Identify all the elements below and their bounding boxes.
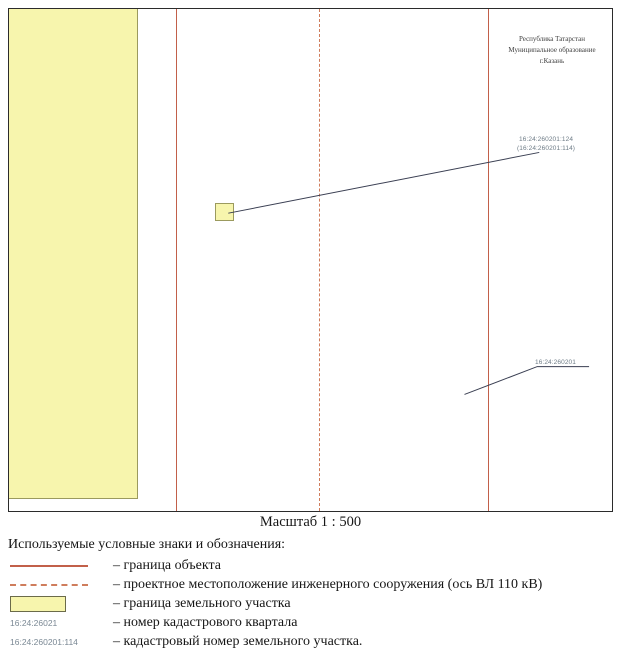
quarter-number-sample: 16:24:26021 — [10, 617, 58, 628]
legend-description: – граница земельного участка — [113, 595, 291, 611]
dashed-line-icon — [10, 584, 88, 586]
land-parcel-polygon-small[interactable] — [215, 203, 234, 221]
engineering-structure-axis-line — [319, 9, 320, 511]
legend-row — [8, 556, 613, 575]
object-boundary-line-right — [488, 9, 489, 511]
legend-symbol-parcel-number — [8, 632, 113, 651]
map-header-text: Республика Татарстан Муниципальное образование г.Казань — [508, 35, 596, 65]
land-parcel-polygon-main[interactable] — [8, 8, 138, 499]
legend-symbol-quarter-number — [8, 613, 113, 632]
legend — [8, 537, 613, 651]
leader-line-quarter — [464, 367, 589, 395]
cadastral-quarter-label: 16:24:260201 — [535, 359, 576, 366]
legend-row — [8, 594, 613, 613]
yellow-polygon-icon — [10, 596, 66, 612]
legend-description: – номер кадастрового квартала — [113, 614, 298, 630]
legend-title: Используемые условные знаки и обозначения: — [8, 537, 286, 552]
legend-symbol-solid-line — [8, 556, 113, 575]
leader-line-parcel — [228, 152, 539, 213]
map-canvas[interactable] — [8, 8, 613, 512]
cadastral-parcel-label: 16:24:260201:124 (16:24:260201:114) — [517, 136, 576, 152]
legend-row — [8, 613, 613, 632]
legend-symbol-dashed-line — [8, 575, 113, 594]
parcel-number-sample: 16:24:260201:114 — [10, 636, 78, 647]
legend-description: – кадастровый номер земельного участка. — [113, 633, 363, 649]
legend-symbol-parcel-box — [8, 594, 113, 613]
solid-line-icon — [10, 565, 88, 567]
legend-description: – проектное местоположение инженерного сооружения (ось ВЛ 110 кВ) — [113, 576, 543, 592]
legend-row — [8, 575, 613, 594]
object-boundary-line-left — [176, 9, 177, 511]
legend-row — [8, 632, 613, 651]
scale-caption: Масштаб 1 : 500 — [259, 514, 362, 530]
legend-description: – граница объекта — [113, 557, 221, 573]
